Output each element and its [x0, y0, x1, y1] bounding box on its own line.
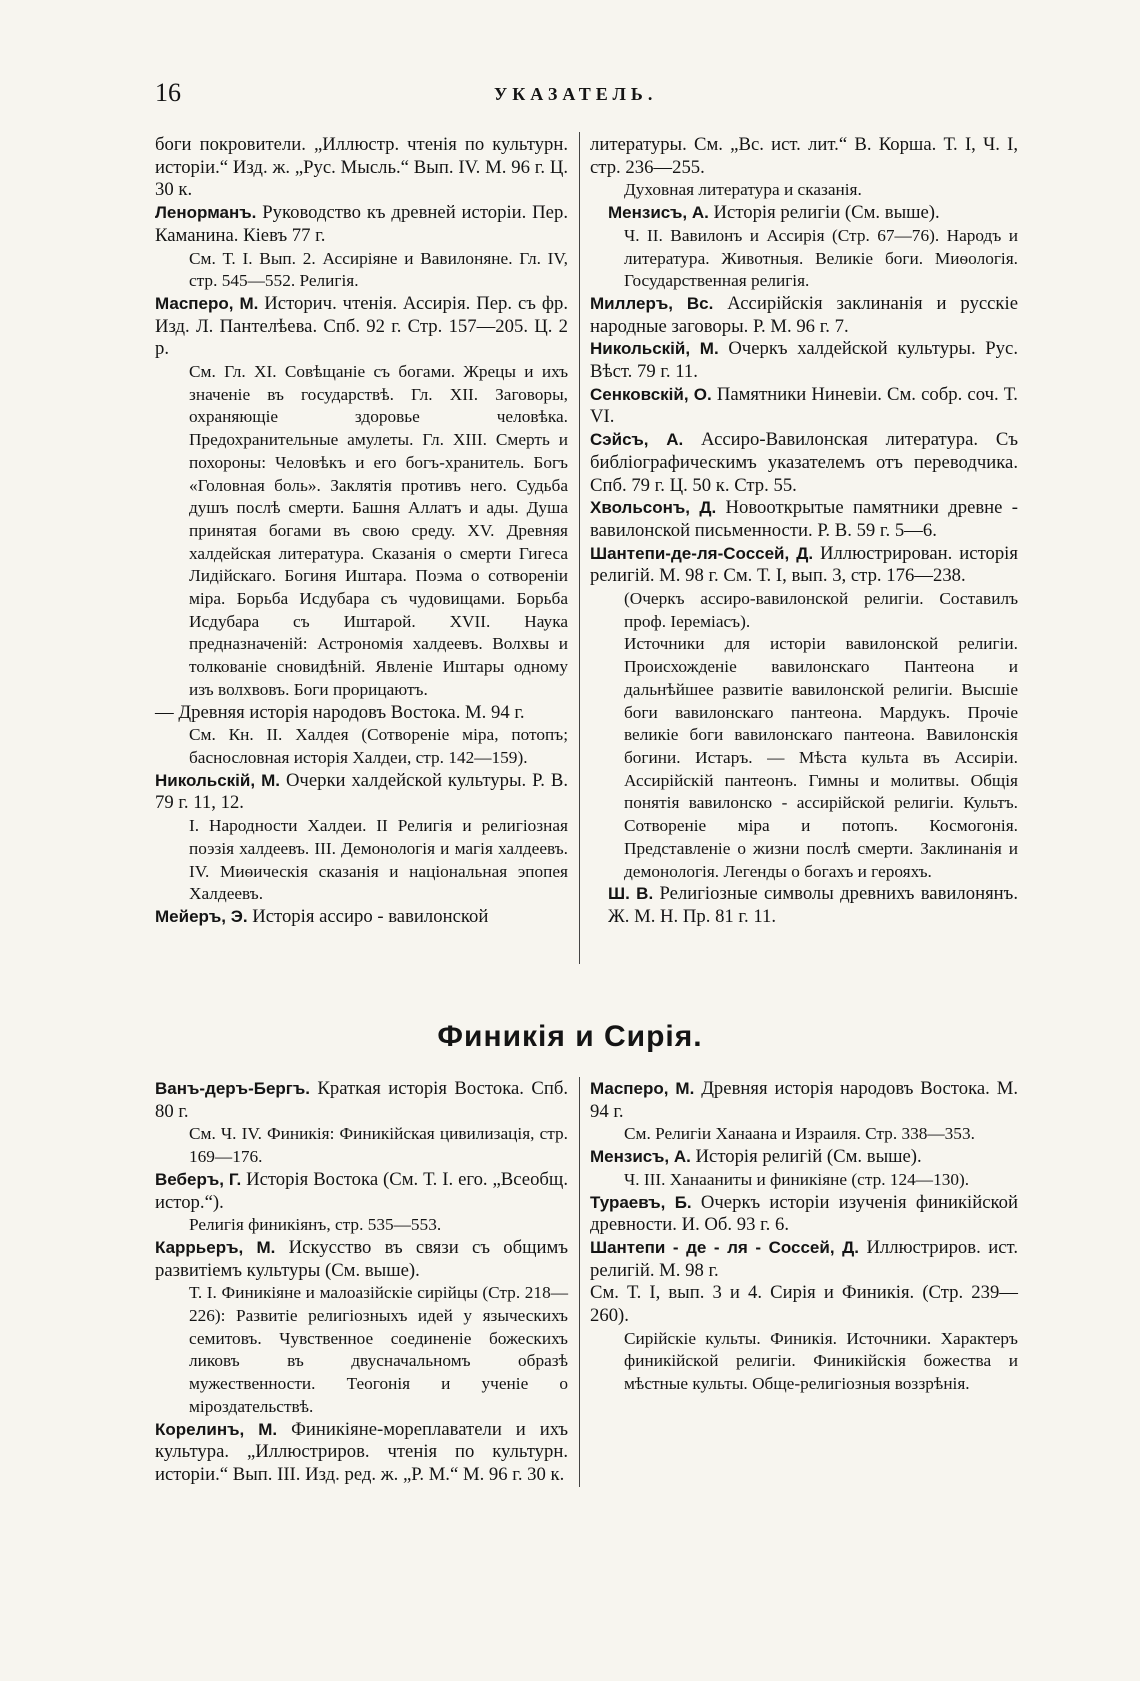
bibliography-entry — [590, 134, 1018, 179]
entry-note — [590, 1169, 1018, 1192]
column-1 — [155, 134, 568, 929]
entry-author: Хвольсонъ, Д. — [590, 498, 717, 518]
bibliography-entry — [155, 906, 568, 929]
entry-note — [590, 633, 1018, 883]
entry-note — [590, 1328, 1018, 1396]
entry-text: I. Народности Халдеи. II Религія и религіозная поэзія халдеевъ. III. Демонологія и магія халдеевъ. IV. Миѳическія сказанія и національная эпопея Халдеевъ. — [189, 816, 568, 904]
bibliography-entry — [590, 293, 1018, 338]
bibliography-entry — [155, 1078, 568, 1123]
entry-text: Исторія ассиро - вавилонской — [247, 905, 489, 927]
entry-author: Масперо, М. — [590, 1079, 695, 1098]
entry-author: Корелинъ, М. — [155, 1419, 278, 1439]
entry-note — [590, 225, 1018, 293]
column-4 — [590, 1078, 1018, 1396]
running-title: УКАЗАТЕЛЬ. — [494, 84, 658, 104]
entry-note — [155, 248, 568, 293]
entry-text: Духовная литература и сказанія. — [624, 180, 862, 200]
bibliography-entry — [590, 429, 1018, 497]
entry-text: Источники для исторіи вавилонской религіи. Происхожденіе вавилонскаго Пантеона и дальнѣйшее развитіе вавилонской религіи. Высшіе боги вавилонскаго пантеона. Мардукъ. Прочіе великіе боги вавилонскаго пантеона. Вавилонскія богини. Истаръ. — Мѣста культа въ Ассиріи. Ассирійскій пантеонъ. Гимны и молитвы. Общія понятія вавилонско - ассирійской религіи. Культъ. Сотвореніе міра и потопъ. Космогонія. Представленіе о жизни послѣ смерти. Заклинанія и демонологія. Легенды о богахъ и герояхъ. — [624, 634, 1018, 881]
entry-text: См. Ч. IV. Финикія: Финикійская цивилизація, стр. 169—176. — [189, 1124, 568, 1167]
entry-author: Ванъ-деръ-Бергъ. — [155, 1079, 310, 1098]
page-number: 16 — [155, 78, 181, 107]
entry-note — [590, 179, 1018, 202]
entry-note — [155, 361, 568, 702]
entry-note — [590, 1123, 1018, 1146]
entry-text: Иллюстрирован. исторія религій. М. 98 г. См. Т. I, вып. 3, стр. 176—238. — [590, 542, 1018, 587]
entry-text: Очерки халдейской культуры. Р. В. 79 г. 11, 12. — [155, 769, 568, 814]
entry-author: Миллеръ, Вс. — [590, 293, 714, 313]
entry-author: Мензисъ, А. — [590, 1147, 691, 1167]
entry-text: Историч. чтенія. Ассирія. Пер. съ фр. Изд. Л. Пантелѣева. Спб. 92 г. Стр. 157—205. Ц. 2 р. — [155, 292, 568, 360]
entry-author: Ш. В. — [608, 884, 654, 904]
bibliography-entry — [155, 702, 568, 725]
entry-author: Тураевъ, Б. — [590, 1192, 692, 1212]
entry-text: Очеркъ халдейской культуры. Рус. Вѣст. 79 г. 11. — [590, 338, 1018, 383]
entry-author: Ленорманъ. — [155, 203, 257, 223]
entry-author: Сенковскій, О. — [590, 384, 712, 404]
bibliography-entry — [590, 497, 1018, 542]
entry-author: Веберъ, Г. — [155, 1169, 242, 1189]
column-divider-top — [579, 132, 580, 964]
entry-text: Ассирійскія заклинанія и русскіе народные заговоры. Р. М. 96 г. 7. — [590, 292, 1018, 337]
entry-text: Религія финикіянъ, стр. 535—553. — [189, 1215, 442, 1235]
entry-text: Иллюстриров. ист. религій. М. 98 г. — [590, 1236, 1018, 1281]
bibliography-entry — [155, 770, 568, 815]
entry-author: Шантепи-де-ля-Соссей, Д. — [590, 543, 814, 563]
column-3 — [155, 1078, 568, 1487]
bibliography-entry — [590, 1282, 1018, 1327]
bibliography-entry — [155, 293, 568, 361]
bibliography-entry — [155, 202, 568, 247]
entry-note — [155, 1282, 568, 1418]
entry-text: Ч. II. Вавилонъ и Ассирія (Стр. 67—76). Народъ и литература. Животныя. Великіе боги. Миѳологія. Государственная религія. — [624, 225, 1018, 291]
entry-note — [155, 724, 568, 769]
bibliography-entry — [590, 1237, 1018, 1282]
entry-text: боги покровители. „Иллюстр. чтенія по культурн. исторіи.“ Изд. ж. „Рус. Мысль.“ Вып. IV. М. 96 г. Ц. 30 к. — [155, 134, 568, 201]
entry-text: См. Гл. XI. Совѣщаніе съ богами. Жрецы и ихъ значеніе въ государствѣ. Гл. XII. Заговоры, охраняющіе здоровье человѣка. Предохранительные амулеты. Гл. XIII. Смерть и похороны: Человѣкъ и его богъ-хранитель. Богъ «Головная боль». Заклятія противъ него. Судьба душъ послѣ смерти. Башня Аллатъ и ады. Душа принятая богами въ свою среду. XV. Древняя халдейская литература. Сказанія о смерти Гигеса Лидійскаго. Богиня Иштара. Поэма о сотвореніи міра. Борьба Исдубара съ чудовищами. Борьба Исдубара съ Иштарой. XVII. Наука предназначеній: Астрономія халдеевъ. Волхвы и толкованіе сновидѣній. Явленіе Иштары одному изъ волхвовъ. Боги прорицаютъ. — [189, 362, 568, 699]
entry-text: Памятники Ниневіи. См. собр. соч. Т. VI. — [590, 383, 1018, 428]
entry-text: См. Религіи Ханаана и Израиля. Стр. 338—353. — [624, 1124, 975, 1144]
entry-text: См. Т. I. Вып. 2. Ассиріяне и Вавилоняне. Гл. IV, стр. 545—552. Религія. — [189, 248, 568, 291]
entry-note — [590, 588, 1018, 633]
entry-text: литературы. См. „Вс. ист. лит.“ В. Корша. Т. I, Ч. I, стр. 236—255. — [590, 134, 1018, 178]
bibliography-entry — [155, 1419, 568, 1487]
entry-text: Сирійскіе культы. Финикія. Источники. Характеръ финикійской религіи. Финикійскія божества и мѣстные культы. Обще-религіозныя воззрѣнія. — [624, 1328, 1018, 1394]
entry-text: См. Кн. II. Халдея (Сотвореніе міра, потопъ; баснословная исторія Халдеи, стр. 142—159). — [189, 725, 568, 767]
entry-text: Очеркъ исторіи изученія финикійской древности. И. Об. 93 г. 6. — [590, 1191, 1018, 1236]
column-divider-bottom — [579, 1077, 580, 1487]
entry-text: Ассиро-Вавилонская литература. Съ библіографическимъ указателемъ отъ переводчика. Спб. 79 г. Ц. 50 к. Стр. 55. — [590, 429, 1018, 496]
entry-text: Исторія религіи (См. выше). — [708, 202, 940, 224]
entry-text: (Очеркъ ассиро-вавилонской религіи. Составилъ проф. Іереміасъ). — [624, 589, 1018, 631]
entry-text: Искусство въ связи съ общимъ развитіемъ культуры (См. выше). — [155, 1236, 568, 1281]
entry-author: Масперо, М. — [155, 293, 259, 313]
entry-text: Религіозные символы древнихъ вавилонянъ. Ж. М. Н. Пр. 81 г. 11. — [608, 883, 1019, 927]
entry-text: Т. I. Финикіяне и малоазійскіе сирійцы (Стр. 218—226): Развитіе религіозныхъ идей у языческихъ семитовъ. Чувственное соединеніе божескихъ ликовъ въ двусначальномъ образѣ мужественности. Теогонія и ученіе о міроздательствѣ. — [189, 1283, 568, 1416]
entry-text: Руководство къ древней исторіи. Пер. Каманина. Кіевъ 77 г. — [155, 202, 568, 246]
entry-author: Сэйсъ, А. — [590, 430, 684, 450]
entry-text: Новооткрытые памятники древне - вавилонской письменности. Р. В. 59 г. 5—6. — [590, 497, 1019, 541]
entry-text: — Древняя исторія народовъ Востока. М. 94 г. — [155, 701, 525, 723]
column-2 — [590, 134, 1018, 929]
entry-text: Древняя исторія народовъ Востока. М. 94 г. — [590, 1078, 1018, 1122]
bibliography-entry — [155, 1169, 568, 1214]
bibliography-entry — [590, 883, 1018, 928]
entry-text: Краткая исторія Востока. Спб. 80 г. — [155, 1078, 568, 1122]
entry-text: Исторія религій (См. выше). — [690, 1146, 922, 1168]
bibliography-entry — [590, 338, 1018, 383]
entry-text: См. Т. I, вып. 3 и 4. Сирія и Финикія. (Стр. 239—260). — [590, 1282, 1018, 1327]
bibliography-entry — [155, 134, 568, 202]
entry-author: Никольскій, М. — [590, 339, 719, 359]
section-title: Финикія и Сирія. — [437, 1020, 703, 1053]
entry-text: Исторія Востока (См. Т. I. его. „Всеобщ. истор.“). — [155, 1168, 568, 1213]
bibliography-entry — [590, 384, 1018, 429]
entry-author: Никольскій, М. — [155, 770, 280, 790]
entry-author: Мейеръ, Э. — [155, 906, 248, 926]
entry-note — [155, 1123, 568, 1168]
entry-author: Шантепи - де - ля - Соссей, Д. — [590, 1237, 859, 1257]
entry-author: Мензисъ, А. — [608, 203, 709, 223]
bibliography-entry — [590, 1146, 1018, 1169]
entry-note — [155, 815, 568, 906]
bibliography-entry — [590, 1192, 1018, 1237]
entry-text: Финикіяне-мореплаватели и ихъ культура. „Иллюстриров. чтенія по культурн. исторіи.“ Вып. III. Изд. ред. ж. „Р. М.“ М. 96 г. 30 к. — [155, 1418, 568, 1485]
bibliography-entry — [590, 543, 1018, 588]
entry-text: Ч. III. Ханааниты и финикіяне (стр. 124—130). — [624, 1169, 970, 1189]
entry-author: Каррьеръ, М. — [155, 1237, 276, 1257]
entry-note — [155, 1214, 568, 1237]
bibliography-entry — [590, 202, 1018, 225]
bibliography-entry — [155, 1237, 568, 1282]
bibliography-entry — [590, 1078, 1018, 1123]
